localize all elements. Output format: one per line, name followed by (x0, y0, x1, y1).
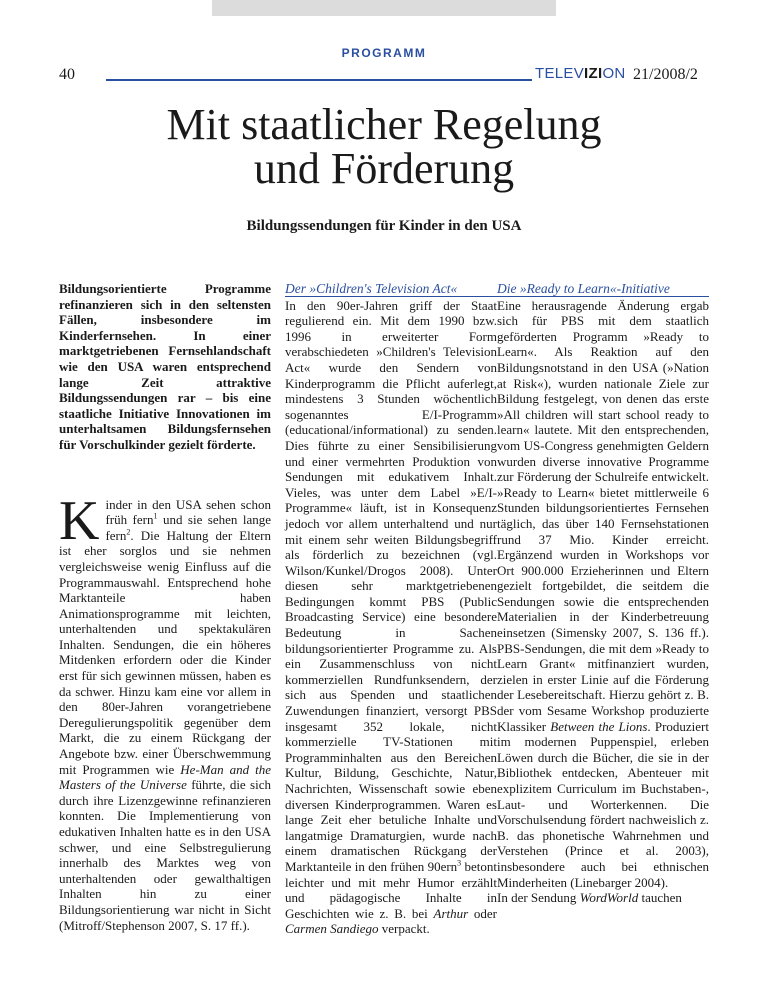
column-3 (497, 281, 709, 906)
magazine-logo: TELEVIZION (535, 65, 626, 82)
header-rule (106, 79, 532, 81)
article-subtitle: Bildungssendungen für Kinder in den USA (246, 218, 522, 234)
column-2 (285, 281, 497, 937)
lead-paragraph: Bildungsorientierte Programme refinanzieren sich in den seltensten Fällen, insbesondere im Kinderfernsehen. In einer marktgetriebenen Fernsehlandschaft wie den USA waren entsprechend lange Zeit attraktive Bildungssendungen rar – bis eine staatliche Initiative Innovationen im unterhaltsamen Bildungsfernsehen für Vorschulkinder gezielt förderte. (59, 281, 271, 452)
body-paragraph: Kinder in den USA sehen schon früh fern$^1$ und sie sehen lange fern$^2$. Die Haltung der Eltern ist eher sorglos und sie nehmen vergleichsweise wenig Einfluss auf die Programmauswahl. Entsprechend hohe Marktanteile haben Animationsprogramme mit leichten, unterhaltenden und spektakulären Inhalten. Sendungen, die ein höheres Mitdenken erfordern oder die Kinder erst für sich gewinnen müssen, haben es da schwer. Hinzu kam eine vor allem in den 80er-Jahren vorangetriebene Deregulierungspolitik gegenüber dem Markt, die zu einem Rückgang der Angebote bzw. einer Überschwemmung mit Programmen wie He-Man and the Masters of the Universe führte, die sich durch ihre Lizenzgewinne refinanzieren konnten. Die Implementierung von edukativen Inhalten hatte es in den USA schwer, und eine Selbstregulierung innerhalb des Marktes weg von unterhaltenden oder gewalthaltigen Inhalten hin zu einer Bildungsorientierung war nicht in Sicht (Mitroff/Stephenson 2007, S. 17 ff.). (59, 489, 271, 933)
section-heading: Die »Ready to Learn«-Initiative (497, 281, 670, 296)
article-title: Mit staatlicher Regelung und Förderung (166, 100, 602, 193)
section-heading: Der »Children's Television Act« (285, 281, 458, 296)
header-bar (212, 0, 556, 16)
drop-cap: K (59, 489, 100, 552)
column-1 (59, 281, 271, 933)
issue-number: 21/2008/2 (633, 66, 698, 83)
section-label: PROGRAMM (341, 46, 427, 60)
body-paragraph: In der Sendung WordWorld tauchen (497, 890, 682, 906)
body-paragraph: Eine herausragende Änderung ergab sich für PBS mit dem staatlich geförderten Programm »Ready to Learn«. Als Reaktion auf den Bildungsnotstand in den USA (»Nation at Risk«), wurden nationale Ziele zur Bildung festgelegt, von denen das erste »All children will start school ready to learn« lautete. Mit den entsprechenden, vom US-Congress genehmigten Geldern wurden diverse innovative Programme zur Förderung der Schulreife entwickelt. »Ready to Learn« bietet mittlerweile 6 Stunden bildungsorientiertes Fernsehen täglich, das über 140 Fernsehstationen rund 37 Mio. Kinder erreicht. Ergänzend wurden in Workshops vor Ort 900.000 Erzieherinnen und Eltern gezielt fortgebildet, die seitdem die Sendungen sowie die entsprechenden Materialien in der Kinderbetreuung einsetzen (Simensky 2007, S. 136 ff.). PBS-Sendungen, die mit dem »Ready to Learn Grant« mitfinanziert wurden, zielen in erster Linie auf die Förderung der Lesebereitschaft. Hierzu gehört z. B. der vom Sesame Workshop produzierte Klassiker Between the Lions. Produziert im modernen Puppenspiel, erleben Löwen durch die Bücher, die sie in der Bibliothek entdecken, Abenteuer mit explizitem Curriculum im Buchstaben-, Laut- und Worterkennen. Die Vorschulsendung fördert nachweislich z. B. das phonetische Wahrnehmen und Verstehen (Prince et al. 2003), insbesondere auch bei ethnischen Minderheiten (Linebarger 2004). (497, 297, 709, 890)
page-number: 40 (59, 66, 75, 83)
body-paragraph: In den 90er-Jahren griff der Staat regulierend ein. Mit dem 1990 bzw. 1996 in erweiterter Form verabschiedeten »Children's Television Act« wurde den Sendern von Kinderprogramm die Pflicht auferlegt, mindestens 3 Stunden wöchentlich sogenanntes E/I-Programm (educational/informational) zu senden. Dies führte zu einer Sensibilisierung und einer vermehrten Produktion von Sendungen mit edukativem Inhalt. Vieles, was unter dem Label »E/I-Programme« läuft, ist in Konsequenz jedoch vor allem unterhaltend und nur mit einem sehr weiten Bildungsbegriff als förderlich zu bezeichnen (vgl. Wilson/Kunkel/Drogos 2008). Unter diesen sehr marktgetriebenen Bedingungen kommt PBS (Public Broadcasting Service) eine besondere Bedeutung in Sachen bildungsorientierter Programme zu. Als ein Zusammenschluss von nicht kommerziellen Rundfunksendern, der sich aus Spenden und staatlichen Zuwendungen finanziert, versorgt PBS insgesamt 352 lokale, nicht kommerzielle TV-Stationen mit Programminhalten aus den Bereichen Kultur, Bildung, Geschichte, Natur, Nachrichten, Wissenschaft sowie eben diversen Kinderprogrammen. Waren es lange Zeit eher betuliche Inhalte und langatmige Dramaturgien, wurde nach einem dramatischen Rückgang der Marktanteile in den frühen 90ern$^3$ betont leichter und mit mehr Humor erzählt und pädagogische Inhalte in Geschichten wie z. B. bei Arthur oder Carmen Sandiego verpackt. (285, 297, 498, 937)
